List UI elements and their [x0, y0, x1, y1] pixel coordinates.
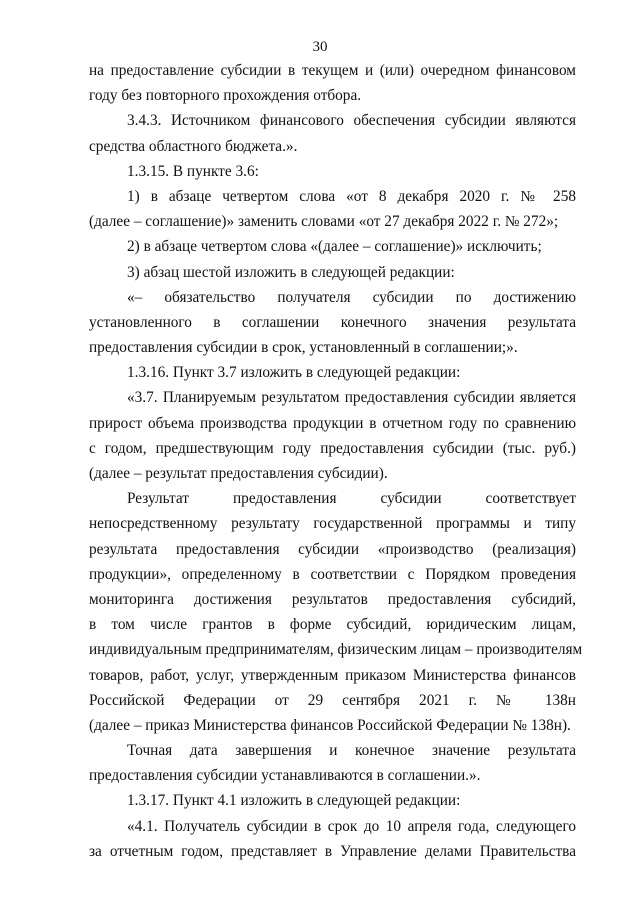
text-line: «4.1. Получатель субсидии в срок до 10 апреля года, следующего: [127, 817, 576, 835]
text-line: 1.3.17. Пункт 4.1 изложить в следующей редакции:: [127, 792, 461, 810]
text-line: результата предоставления субсидии «производство (реализация): [89, 540, 576, 558]
text-line: (далее – соглашение)» заменить словами «от 27 декабря 2022 г. № 272»;: [89, 213, 559, 231]
text-line: предоставления субсидии устанавливаются в соглашении.».: [89, 767, 481, 785]
text-line: индивидуальным предпринимателям, физическим лицам – производителям: [89, 641, 583, 659]
text-line: Российской Федерации от 29 сентября 2021 г. № 138н: [89, 691, 576, 709]
text-line: в том числе грантов в форме субсидий, юридическим лицам,: [89, 616, 576, 634]
text-line: установленного в соглашении конечного значения результата: [89, 313, 576, 331]
text-line: Точная дата завершения и конечное значение результата: [127, 742, 576, 760]
text-line: Результат предоставления субсидии соответствует: [127, 490, 576, 508]
text-line: «3.7. Планируемым результатом предоставления субсидии является: [127, 389, 576, 407]
text-line: 1.3.16. Пункт 3.7 изложить в следующей редакции:: [127, 364, 461, 382]
text-line: (далее – приказ Министерства финансов Российской Федерации № 138н).: [89, 716, 571, 734]
text-line: мониторинга достижения результатов предоставления субсидий,: [89, 590, 576, 608]
text-line: на предоставление субсидии в текущем и (или) очередном финансовом: [89, 62, 576, 79]
text-line: 1.3.15. В пункте 3.6:: [127, 162, 259, 180]
text-line: за отчетным годом, представляет в Управление делами Правительства: [89, 842, 576, 860]
text-line: 3.4.3. Источником финансового обеспечения субсидии являются: [127, 112, 576, 130]
text-line: (далее – результат предоставления субсидии).: [89, 465, 388, 482]
text-line: 1) в абзаце четвертом слова «от 8 декабря 2020 г. № 258: [127, 187, 576, 205]
text-line: товаров, работ, услуг, утвержденным приказом Министерства финансов: [89, 666, 576, 684]
text-line: предоставления субсидии в срок, установленный в соглашении;».: [89, 339, 518, 357]
text-line: непосредственному результату государственной программы и типу: [89, 515, 576, 533]
text-line: средства областного бюджета.».: [89, 137, 298, 155]
text-line: продукции», определенному в соответствии с Порядком проведения: [89, 565, 576, 583]
text-line: 3) абзац шестой изложить в следующей редакции:: [127, 263, 455, 281]
document-body: [89, 58, 583, 864]
text-line: 2) в абзаце четвертом слова «(далее – соглашение)» исключить;: [127, 238, 542, 256]
text-line: году без повторного прохождения отбора.: [89, 87, 362, 105]
text-line: прирост объема производства продукции в отчетном году по сравнению: [89, 414, 576, 432]
text-line: с годом, предшествующим году предоставления субсидии (тыс. руб.): [89, 439, 576, 457]
page-number: 30: [312, 39, 328, 55]
text-line: «– обязательство получателя субсидии по достижению: [127, 288, 576, 306]
